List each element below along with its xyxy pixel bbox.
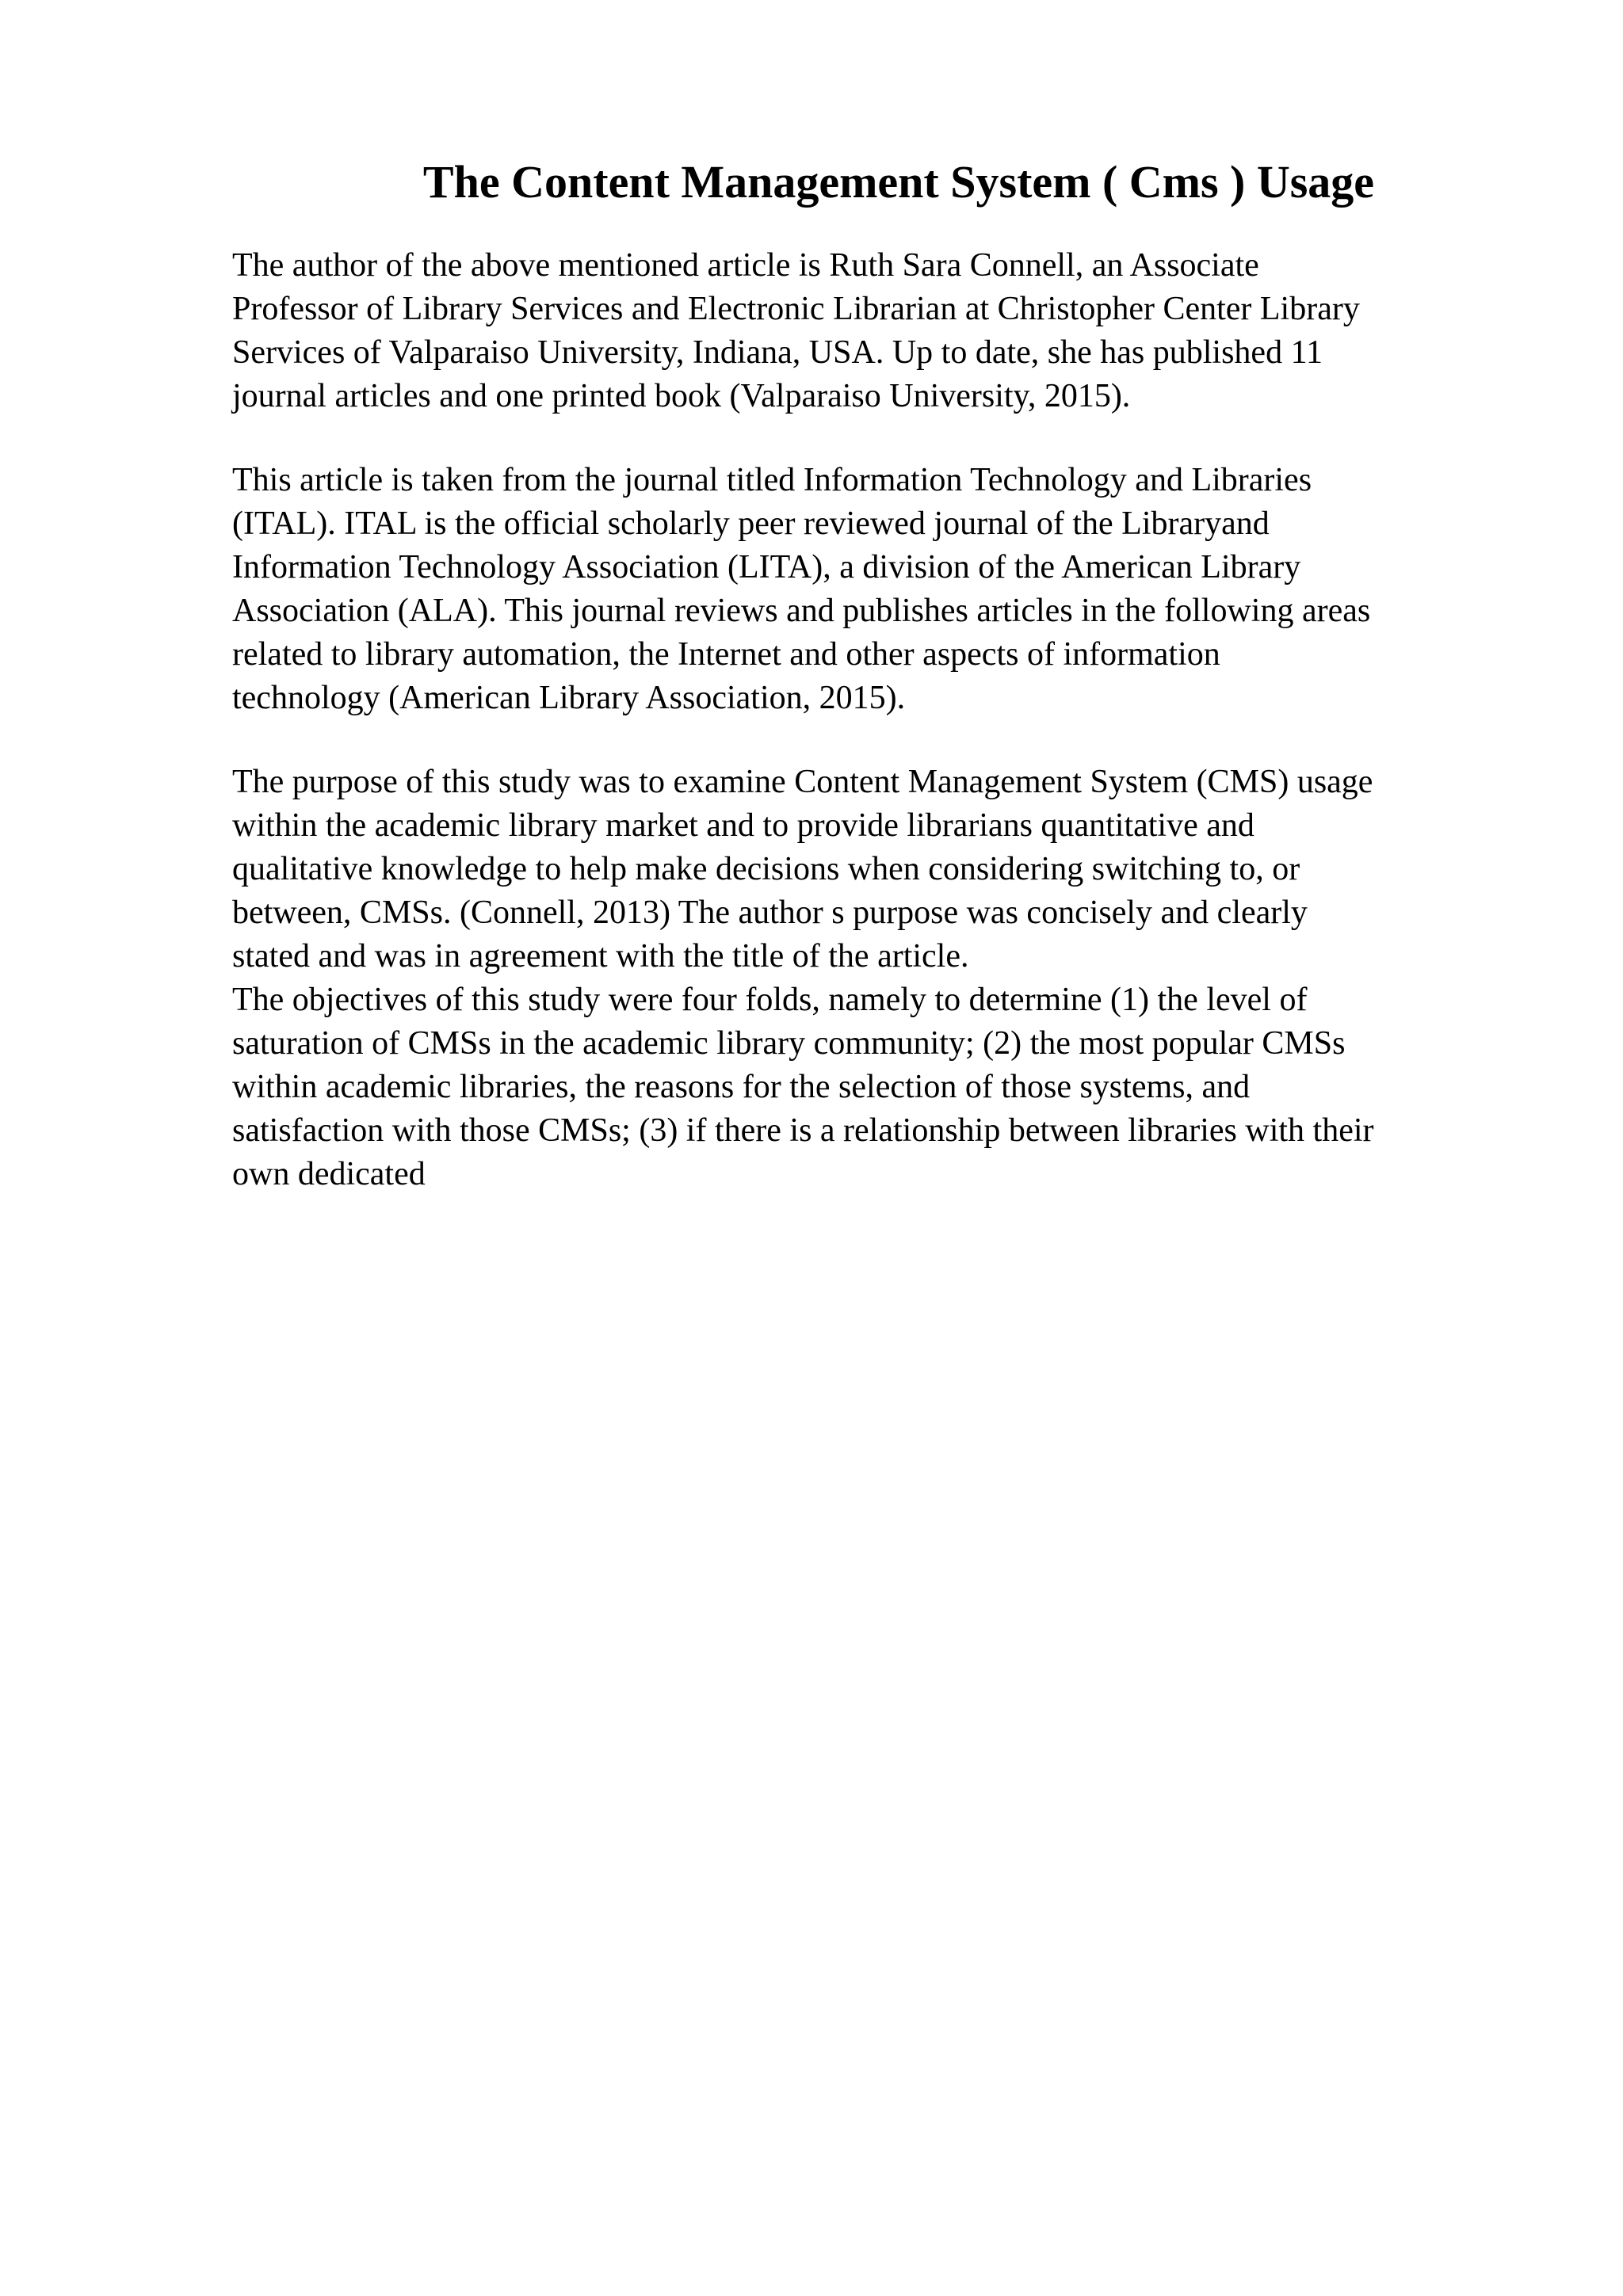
paragraph-author — [232, 244, 1516, 418]
paragraph-line: stated and was in agreement with the title of the article. — [232, 938, 969, 974]
paragraph-purpose — [232, 761, 1516, 1196]
paragraph-line: journal articles and one printed book (Valparaiso University, 2015). — [232, 378, 1131, 414]
paragraph-line: Professor of Library Services and Electronic Librarian at Christopher Center Library — [232, 291, 1360, 327]
document-body — [232, 244, 1516, 1196]
paragraph-line: Association (ALA). This journal reviews and publishes articles in the following areas — [232, 593, 1371, 629]
paragraph-line: within the academic library market and to provide librarians quantitative and — [232, 807, 1254, 844]
paragraph-line: between, CMSs. (Connell, 2013) The author s purpose was concisely and clearly — [232, 894, 1308, 931]
paragraph-line: technology (American Library Association, 2015). — [232, 680, 906, 716]
paragraph-line: saturation of CMSs in the academic library community; (2) the most popular CMSs — [232, 1025, 1346, 1062]
paragraph-line: within academic libraries, the reasons for the selection of those systems, and — [232, 1069, 1251, 1105]
paragraph-gap — [232, 720, 1516, 761]
paragraph-line: Services of Valparaiso University, Indiana, USA. Up to date, she has published 11 — [232, 334, 1323, 371]
document-title: The Content Management System ( Cms ) Usage — [422, 156, 1375, 208]
paragraph-journal — [232, 459, 1516, 720]
paragraph-line: The objectives of this study were four folds, namely to determine (1) the level of — [232, 982, 1308, 1018]
paragraph-line: (ITAL). ITAL is the official scholarly peer reviewed journal of the Libraryand — [232, 505, 1270, 542]
paragraph-line: The purpose of this study was to examine Content Management System (CMS) usage — [232, 764, 1373, 800]
paragraph-line: qualitative knowledge to help make decisions when considering switching to, or — [232, 851, 1300, 887]
paragraph-line: own dedicated — [232, 1156, 426, 1192]
paragraph-gap — [232, 418, 1516, 459]
paragraph-line: related to library automation, the Internet and other aspects of information — [232, 636, 1220, 673]
paragraph-line: This article is taken from the journal titled Information Technology and Libraries — [232, 462, 1312, 498]
paragraph-line: satisfaction with those CMSs; (3) if there is a relationship between libraries with their — [232, 1112, 1374, 1149]
paragraph-line: The author of the above mentioned article is Ruth Sara Connell, an Associate — [232, 247, 1259, 284]
paragraph-line: Information Technology Association (LITA), a division of the American Library — [232, 549, 1301, 585]
